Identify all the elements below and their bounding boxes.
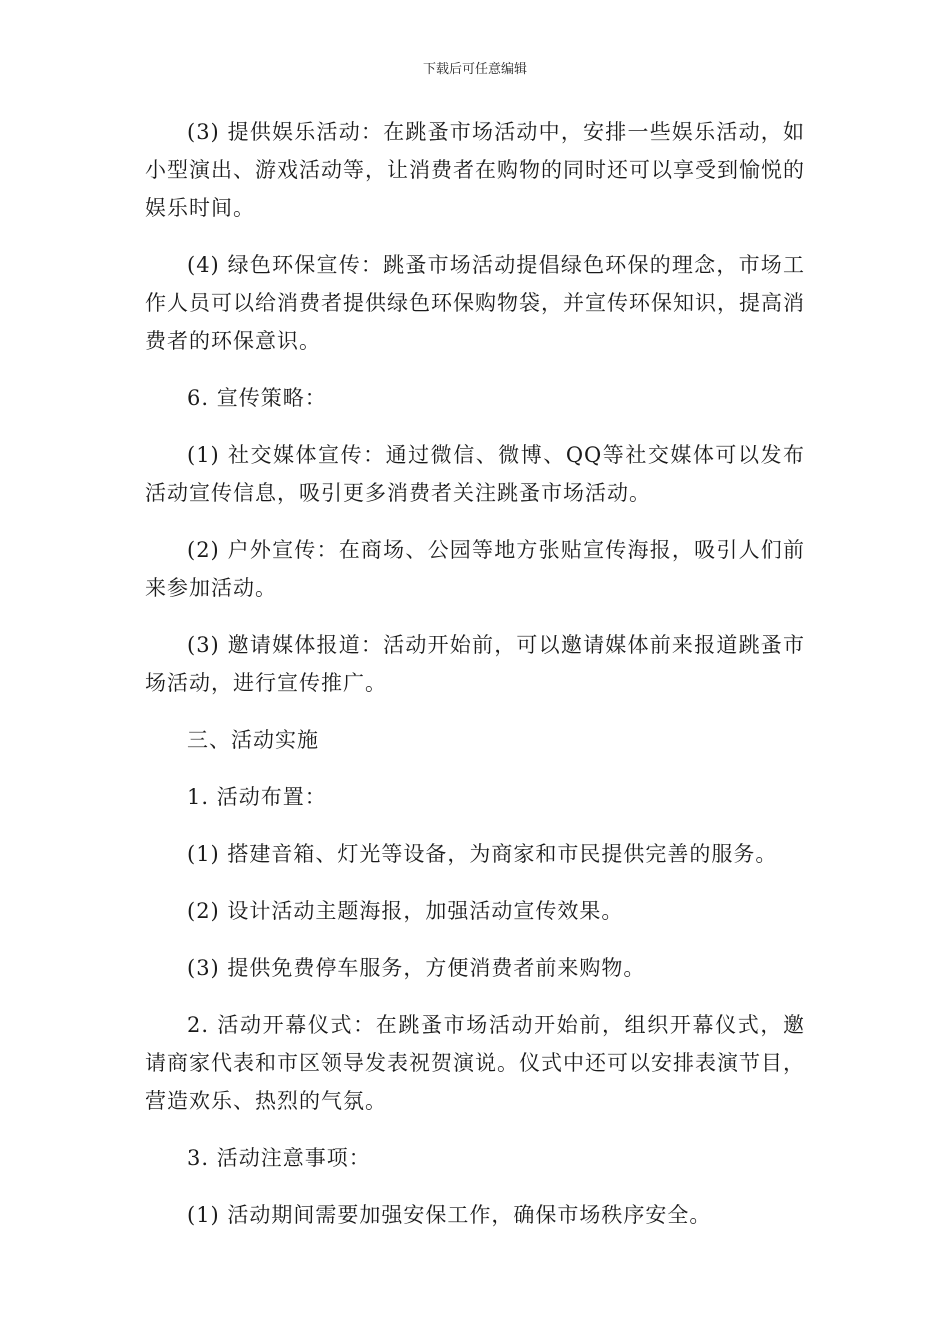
section-heading-implementation: 三、活动实施 [187,728,319,752]
paragraph-setup-equipment: (1) 搭建音箱、灯光等设备，为商家和市民提供完善的服务。 [187,842,778,866]
subheading-event-setup: 1. 活动布置： [187,785,327,809]
page-header-note: 下载后可任意编辑 [422,62,527,77]
paragraph-setup-poster: (2) 设计活动主题海报，加强活动宣传效果。 [187,899,624,923]
document-body [145,113,805,1253]
paragraph-entertainment: (3) 提供娱乐活动：在跳蚤市场活动中，安排一些娱乐活动，如小型演出、游戏活动等，让消费者在购物的同时还可以享受到愉悦的娱乐时间。 [145,120,805,220]
paragraph-social-media: (1) 社交媒体宣传：通过微信、微博、QQ等社交媒体可以发布活动宣传信息，吸引更多消费者关注跳蚤市场活动。 [145,443,805,505]
paragraph-security: (1) 活动期间需要加强安保工作，确保市场秩序安全。 [187,1203,712,1227]
paragraph-green-promotion: (4) 绿色环保宣传：跳蚤市场活动提倡绿色环保的理念，市场工作人员可以给消费者提供绿色环保购物袋，并宣传环保知识，提高消费者的环保意识。 [145,253,805,353]
paragraph-outdoor-publicity: (2) 户外宣传：在商场、公园等地方张贴宣传海报，吸引人们前来参加活动。 [145,538,805,600]
paragraph-setup-parking: (3) 提供免费停车服务，方便消费者前来购物。 [187,956,646,980]
paragraph-media-coverage: (3) 邀请媒体报道：活动开始前，可以邀请媒体前来报道跳蚤市场活动，进行宣传推广。 [145,633,805,695]
subheading-precautions: 3. 活动注意事项： [187,1146,371,1170]
section-heading-publicity-strategy: 6. 宣传策略： [187,386,327,410]
paragraph-opening-ceremony: 2. 活动开幕仪式：在跳蚤市场活动开始前，组织开幕仪式，邀请商家代表和市区领导发表祝贺演说。仪式中还可以安排表演节目，营造欢乐、热烈的气氛。 [145,1013,805,1113]
